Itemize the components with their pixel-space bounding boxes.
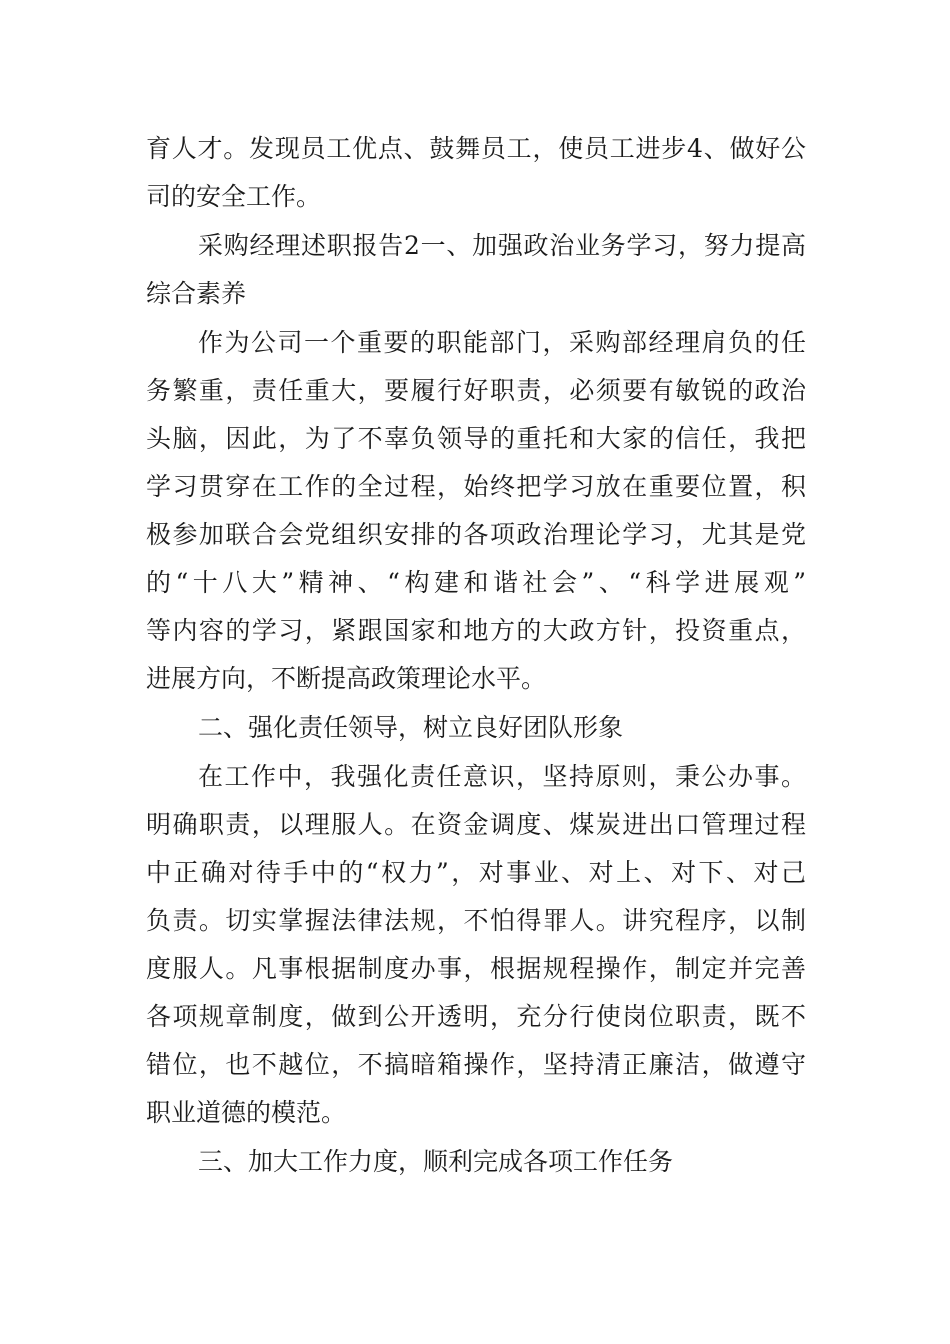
text-line: 在工作中，我强化责任意识，坚持原则，秉公办事。	[198, 762, 806, 791]
text-line: 度服人。凡事根据制度办事，根据规程操作，制定并完善	[146, 954, 806, 983]
text-line: 负责。切实掌握法律法规，不怕得罪人。讲究程序，以制	[146, 906, 806, 935]
text-line: 育人才。发现员工优点、鼓舞员工，使员工进步4、做好公	[146, 134, 806, 163]
section-heading	[146, 704, 806, 752]
text-line: 司的安全工作。	[146, 182, 322, 211]
text-line: 进展方向，不断提高政策理论水平。	[146, 664, 547, 693]
text-line: 作为公司一个重要的职能部门，采购部经理肩负的任	[198, 328, 806, 357]
text-line: 职业道德的模范。	[146, 1098, 347, 1127]
text-line: 头脑，因此，为了不辜负领导的重托和大家的信任，我把	[146, 424, 806, 453]
text-line: 各项规章制度，做到公开透明，充分行使岗位职责，既不	[146, 1002, 806, 1031]
paragraph	[146, 125, 806, 221]
text-line: 三、加大工作力度，顺利完成各项工作任务	[198, 1147, 674, 1176]
document-body	[146, 125, 806, 1186]
section-heading	[146, 1138, 806, 1186]
text-line: 的“十八大”精神、“构建和谐社会”、“科学进展观”	[146, 568, 806, 597]
text-line: 综合素养	[146, 279, 247, 308]
text-line: 二、强化责任领导，树立良好团队形象	[198, 713, 624, 742]
text-line: 采购经理述职报告2一、加强政治业务学习，努力提高	[198, 231, 806, 260]
text-line: 务繁重，责任重大，要履行好职责，必须要有敏锐的政治	[146, 376, 806, 405]
text-line: 错位，也不越位，不搞暗箱操作，坚持清正廉洁，做遵守	[146, 1050, 806, 1079]
text-line: 等内容的学习，紧跟国家和地方的大政方针，投资重点，	[146, 616, 806, 645]
paragraph	[146, 753, 806, 1137]
paragraph	[146, 319, 806, 703]
text-line: 极参加联合会党组织安排的各项政治理论学习，尤其是党	[146, 520, 806, 549]
paragraph	[146, 222, 806, 318]
text-line: 学习贯穿在工作的全过程，始终把学习放在重要位置，积	[146, 472, 806, 501]
text-line: 中正确对待手中的“权力”，对事业、对上、对下、对己	[146, 858, 806, 887]
text-line: 明确职责，以理服人。在资金调度、煤炭进出口管理过程	[146, 810, 806, 839]
